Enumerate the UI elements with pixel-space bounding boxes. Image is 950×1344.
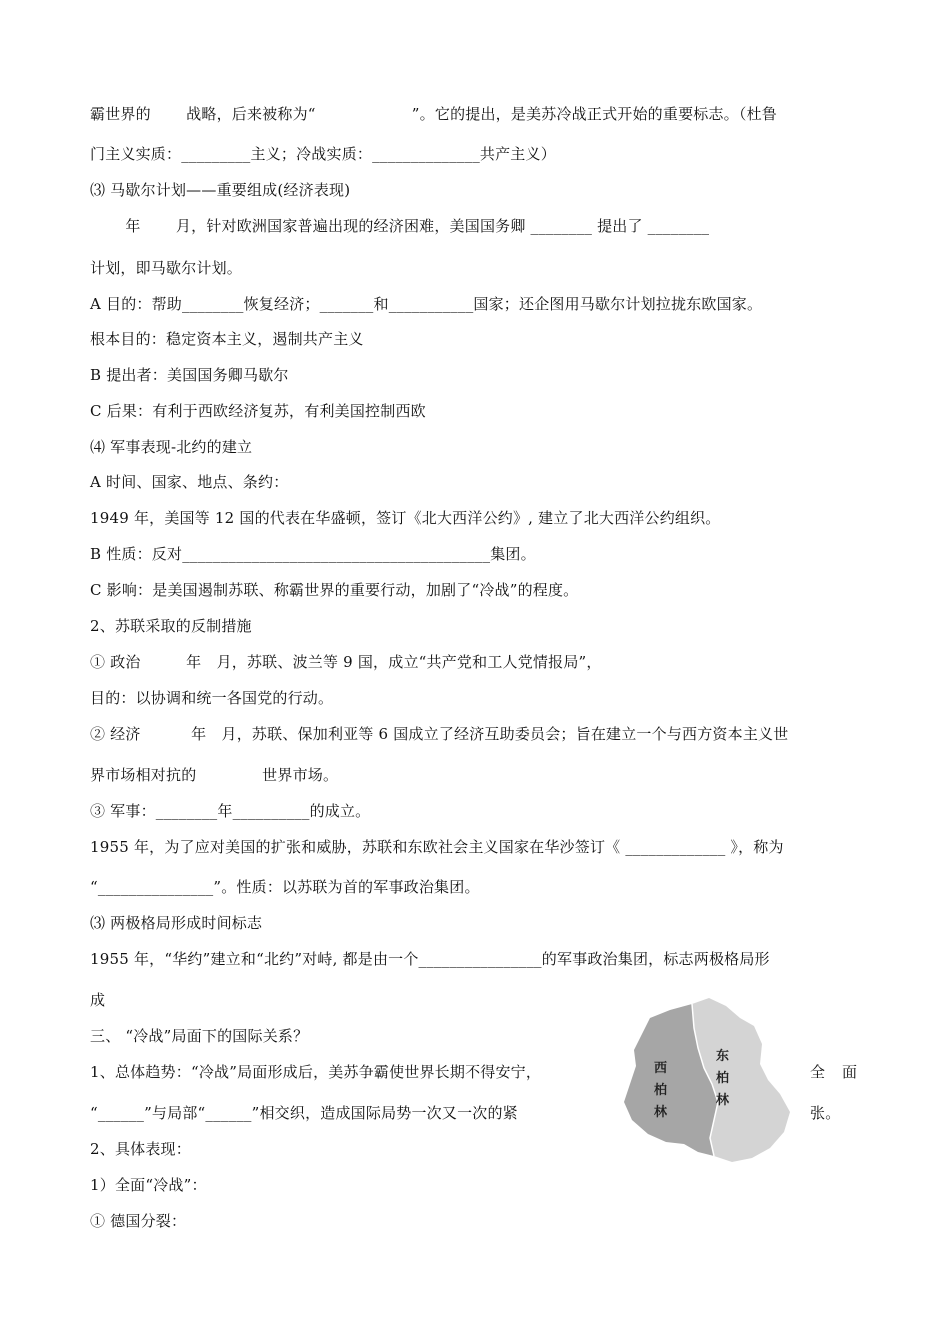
section-heading: 2、苏联采取的反制措施 xyxy=(90,617,252,635)
text-line: 1955 年，“华约”建立和“北约”对峙, 都是由一个________________的军事政治集团，标志两极格局形 xyxy=(90,950,770,968)
text-line: 界市场相对抗的 世界市场。 xyxy=(90,766,339,784)
text-line: 成 xyxy=(90,991,106,1009)
text-line: 年 月，针对欧洲国家普遍出现的经济困难，美国国务卿 ________ 提出了 ________ xyxy=(90,217,710,235)
section-heading: ⑶ 两极格局形成时间标志 xyxy=(90,914,263,932)
berlin-map xyxy=(614,992,796,1180)
text-line: A 目的：帮助________恢复经济；_______和___________国家；还企图用马歇尔计划拉拢东欧国家。 xyxy=(90,295,763,313)
east-berlin-label: 东柏林 xyxy=(716,1049,730,1108)
text-line: 计划，即马歇尔计划。 xyxy=(90,259,243,277)
text-line: 1949 年，美国等 12 国的代表在华盛顿，签订《北大西洋公约》, 建立了北大西洋公约组织。 xyxy=(90,509,721,527)
text-line: 2、具体表现： xyxy=(90,1140,191,1158)
text-line: “_______________”。性质：以苏联为首的军事政治集团。 xyxy=(90,878,480,896)
text-line: ① 政治 年 月，苏联、波兰等 9 国，成立“共产党和工人党情报局”， xyxy=(90,653,602,671)
text-line: A 时间、国家、地点、条约： xyxy=(90,473,289,491)
text-line: 目的：以协调和统一各国党的行动。 xyxy=(90,689,334,707)
section-heading: ⑷ 军事表现-北约的建立 xyxy=(90,438,253,456)
text-line: “______”与局部“______”相交织，造成国际局势一次又一次的紧 xyxy=(90,1104,518,1122)
text-line: ② 经济 年 月，苏联、保加利亚等 6 国成立了经济互助委员会；旨在建立一个与西方资本主义世 xyxy=(90,725,789,743)
text-line: ① 德国分裂： xyxy=(90,1212,187,1230)
text-line: C 后果：有利于西欧经济复苏，有利美国控制西欧 xyxy=(90,402,426,420)
text-line: 霸世界的 战略，后来被称为“ ”。它的提出，是美苏冷战正式开始的重要标志。（杜鲁 xyxy=(90,105,777,123)
text-line: 门主义实质：_________主义；冷战实质：______________共产主义） xyxy=(90,145,556,163)
section-heading: ⑶ 马歇尔计划——重要组成(经济表现) xyxy=(90,181,351,199)
text-line: 根本目的：稳定资本主义，遏制共产主义 xyxy=(90,330,364,348)
side-char: 张。 xyxy=(810,1104,841,1122)
text-line: 1955 年，为了应对美国的扩张和威胁，苏联和东欧社会主义国家在华沙签订《 _____________ 》，称为 xyxy=(90,838,784,856)
text-line: B 提出者：美国国务卿马歇尔 xyxy=(90,366,289,384)
section-heading: 三、 “冷战”局面下的国际关系？ xyxy=(90,1027,309,1045)
side-char: 面 xyxy=(842,1063,858,1081)
west-berlin-label: 西柏林 xyxy=(654,1061,668,1120)
text-line: 1、总体趋势：“冷战”局面形成后，美苏争霸使世界长期不得安宁， xyxy=(90,1063,542,1081)
text-line: B 性质：反对________________________________________集团。 xyxy=(90,545,536,563)
text-line: ③ 军事：________年__________的成立。 xyxy=(90,802,371,820)
text-line: 1）全面“冷战”： xyxy=(90,1176,207,1194)
side-char: 全 xyxy=(810,1063,826,1081)
berlin-map-graphic xyxy=(614,992,796,1180)
text-line: C 影响：是美国遏制苏联、称霸世界的重要行动，加剧了“冷战”的程度。 xyxy=(90,581,579,599)
